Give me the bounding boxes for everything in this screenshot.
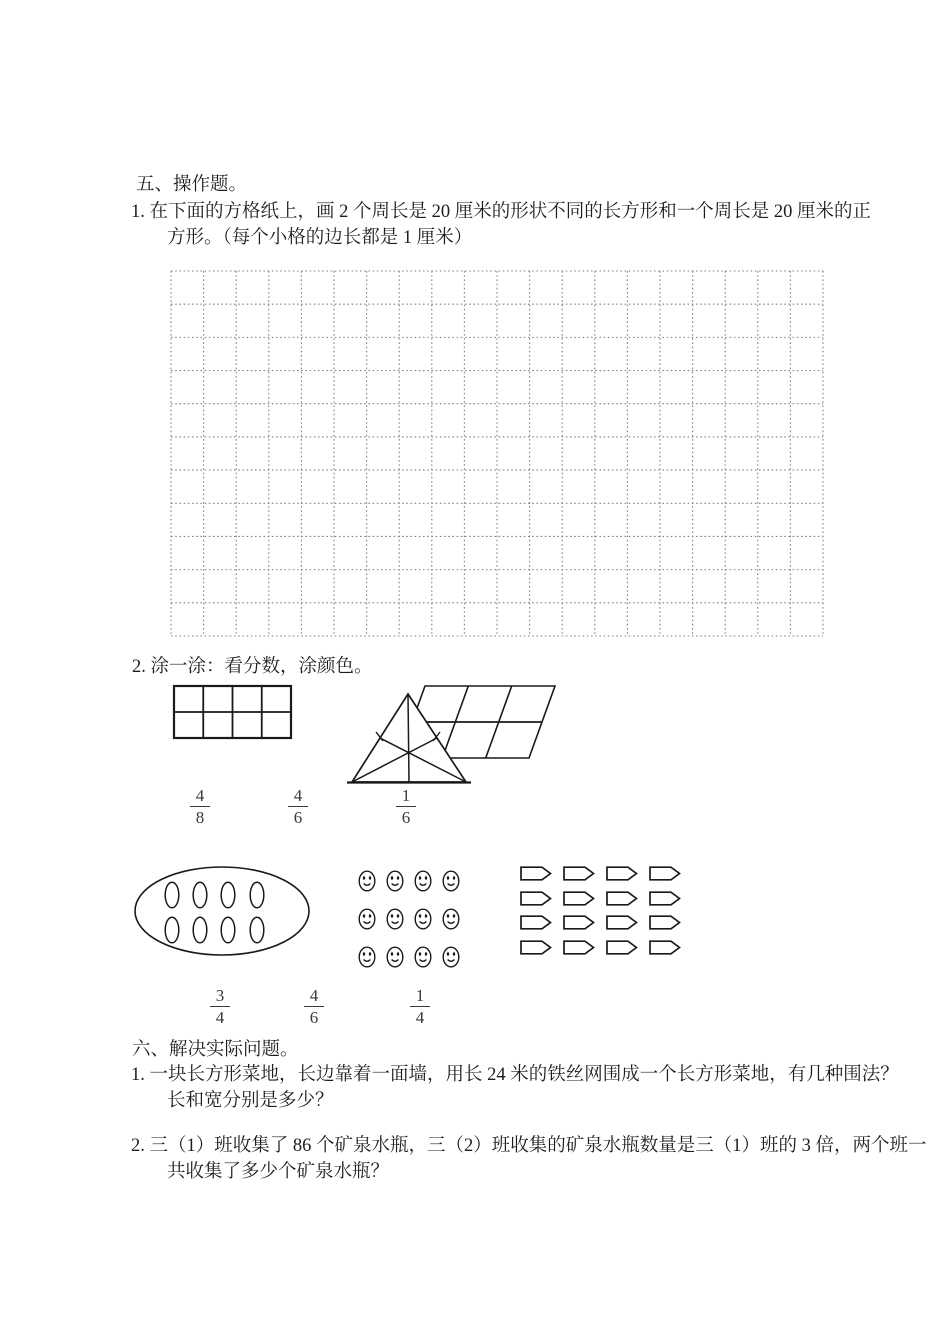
arrow-tag-icon [649, 940, 692, 965]
fraction-numerator: 4 [293, 786, 303, 805]
smiley-face-icon [386, 908, 414, 946]
section5-q1-line1: 1. 在下面的方格纸上，画 2 个周长是 20 厘米的形状不同的长方形和一个周长是 20 厘米的正 [131, 202, 872, 222]
fraction-numerator: 1 [415, 986, 425, 1005]
fraction-denominator: 4 [410, 1006, 430, 1027]
arrow-tag-icon [606, 940, 649, 965]
fraction-1 [190, 786, 210, 827]
arrow-tag-icon [606, 891, 649, 916]
grid-paper [170, 270, 824, 637]
smiley-face-icon [442, 946, 470, 984]
rectangle-shape [172, 684, 293, 740]
fraction-4 [210, 986, 230, 1027]
arrow-tag-icon [649, 891, 692, 916]
oval-group-svg [133, 864, 313, 959]
arrow-tag-icon [520, 891, 563, 916]
rectangle-shape-svg [172, 684, 293, 740]
oval-group [133, 864, 313, 959]
smiley-face-icon [386, 946, 414, 984]
fraction-2 [288, 786, 308, 827]
arrow-group [520, 866, 692, 965]
arrow-tag-icon [520, 866, 563, 891]
smiley-face-icon [414, 946, 442, 984]
section6-q2-line1: 2. 三（1）班收集了 86 个矿泉水瓶，三（2）班收集的矿泉水瓶数量是三（1）班的 3 倍，两个班一 [131, 1136, 927, 1156]
smiley-face-icon [442, 870, 470, 908]
smiley-face-icon [414, 908, 442, 946]
fraction-5 [304, 986, 324, 1027]
section6-q1-line2: 长和宽分别是多少？ [167, 1091, 334, 1111]
arrow-tag-icon [563, 940, 606, 965]
section6-heading: 六、解决实际问题。 [132, 1040, 299, 1060]
smiley-face-icon [414, 870, 442, 908]
fraction-numerator: 4 [309, 986, 319, 1005]
arrow-tag-icon [520, 940, 563, 965]
section6-q2-line2: 共收集了多少个矿泉水瓶？ [167, 1162, 390, 1182]
triangle-shape [344, 688, 476, 788]
grid-paper-svg [170, 270, 824, 637]
section5-q1-line2: 方形。（每个小格的边长都是 1 厘米） [167, 228, 473, 248]
fraction-denominator: 8 [190, 806, 210, 827]
section6-q1-line1: 1. 一块长方形菜地，长边靠着一面墙，用长 24 米的铁丝网围成一个长方形菜地，有几种围法？ [131, 1065, 899, 1085]
arrow-tag-icon [649, 915, 692, 940]
section5-heading: 五、操作题。 [136, 175, 248, 195]
smiley-face-icon [358, 908, 386, 946]
smiley-group [358, 870, 470, 984]
fraction-denominator: 6 [304, 1006, 324, 1027]
arrow-tag-icon [563, 915, 606, 940]
arrow-tag-icon [563, 891, 606, 916]
triangle-shape-svg [344, 688, 476, 788]
arrow-tag-icon [649, 866, 692, 891]
fraction-numerator: 1 [401, 786, 411, 805]
smiley-face-icon [386, 870, 414, 908]
fraction-6 [410, 986, 430, 1027]
fraction-numerator: 3 [215, 986, 225, 1005]
fraction-3 [396, 786, 416, 827]
section5-q2-label: 2. 涂一涂：看分数，涂颜色。 [132, 657, 373, 677]
fraction-denominator: 6 [396, 806, 416, 827]
arrow-tag-icon [520, 915, 563, 940]
fraction-numerator: 4 [195, 786, 205, 805]
arrow-tag-icon [606, 866, 649, 891]
fraction-denominator: 6 [288, 806, 308, 827]
arrow-tag-icon [606, 915, 649, 940]
smiley-face-icon [442, 908, 470, 946]
fraction-denominator: 4 [210, 1006, 230, 1027]
arrow-tag-icon [563, 866, 606, 891]
smiley-face-icon [358, 870, 386, 908]
smiley-face-icon [358, 946, 386, 984]
